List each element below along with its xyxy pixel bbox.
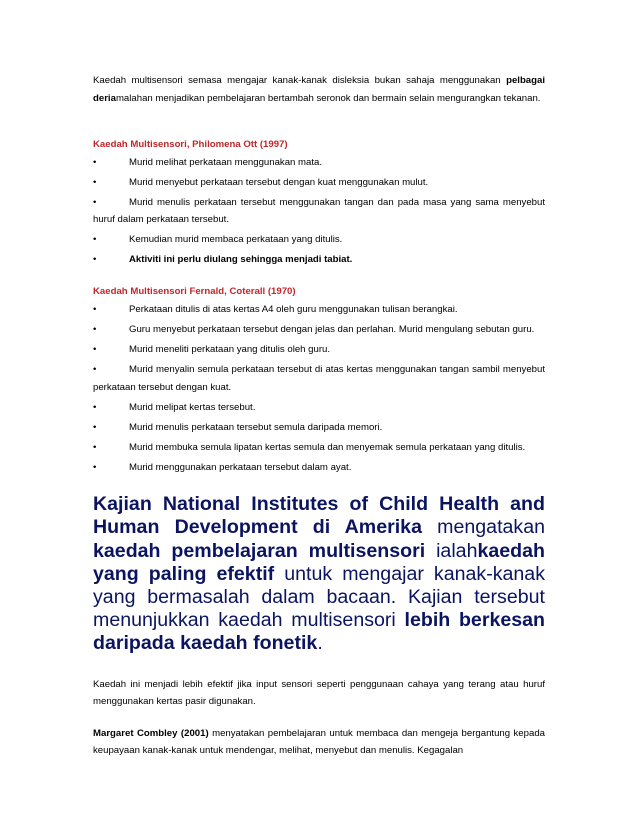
list-item: • Murid menulis perkataan tersebut menggunakan tangan dan pada masa yang sama menyebut huruf dalam perkataan tersebut.	[93, 194, 545, 229]
bullet-icon: •	[93, 324, 97, 336]
list-item: • Guru menyebut perkataan tersebut dengan jelas dan perlahan. Murid mengulang sebutan guru.	[93, 321, 545, 339]
list-item: • Murid melipat kertas tersebut.	[93, 399, 545, 417]
paragraph-3: Margaret Combley (2001) menyatakan pembelajaran untuk membaca dan mengeja bergantung kepada keupayaan kanak-kanak untuk mendengar, melihat, menyebut dan menulis. Kegagalan	[93, 727, 545, 757]
list-item: • Murid menggunakan perkataan tersebut dalam ayat.	[93, 459, 545, 477]
list-item: • Murid meneliti perkataan yang ditulis oleh guru.	[93, 341, 545, 359]
list-item: • Murid menyebut perkataan tersebut dengan kuat menggunakan mulut.	[93, 174, 545, 192]
bullet-icon: •	[93, 421, 97, 433]
intro-text-2: malahan menjadikan pembelajaran bertambah seronok dan bermain selain mengurangkan tekanan.	[115, 92, 541, 104]
list-item: • Murid melihat perkataan menggunakan mata.	[93, 154, 545, 172]
list-item: • Aktiviti ini perlu diulang sehingga menjadi tabiat.	[93, 251, 545, 269]
bullet-icon: •	[93, 176, 97, 188]
intro-paragraph	[93, 72, 545, 107]
bullet-icon: •	[93, 401, 97, 413]
bullet-icon: •	[93, 442, 97, 454]
bullet-icon: •	[93, 303, 97, 315]
document-page	[93, 72, 545, 760]
list-item: • Murid menulis perkataan tersebut semula daripada memori.	[93, 419, 545, 437]
section2-list	[93, 301, 545, 477]
paragraph-2: Kaedah ini menjadi lebih efektif jika input sensori seperti penggunaan cahaya yang terang atau huruf menggunakan kertas pasir digunakan.	[93, 678, 545, 708]
bullet-icon: •	[93, 156, 97, 168]
intro-bold: pelbagai deria	[93, 75, 545, 104]
list-item: • Murid membuka semula lipatan kertas semula dan menyemak semula perkataan yang ditulis.	[93, 439, 545, 457]
intro-text-1: Kaedah multisensori semasa mengajar kanak-kanak disleksia bukan sahaja menggunakan	[93, 75, 507, 86]
list-item: • Perkataan ditulis di atas kertas A4 oleh guru menggunakan tulisan berangkai.	[93, 301, 545, 319]
bullet-icon: •	[93, 196, 97, 208]
bullet-icon: •	[93, 344, 97, 356]
section1-list	[93, 154, 545, 269]
section1-heading: Kaedah Multisensori, Philomena Ott (1997)	[93, 139, 288, 150]
section2-heading: Kaedah Multisensori Fernald, Coterall (1970)	[93, 286, 296, 298]
bullet-icon: •	[93, 254, 97, 266]
bullet-icon: •	[93, 364, 97, 376]
bullet-icon: •	[93, 462, 97, 474]
bullet-icon: •	[93, 234, 97, 246]
list-item: • Kemudian murid membaca perkataan yang ditulis.	[93, 231, 545, 249]
list-item: • Murid menyalin semula perkataan tersebut di atas kertas menggunakan tangan sambil menyebut perkataan tersebut dengan kuat.	[93, 361, 545, 396]
highlight-paragraph: Kajian National Institutes of Child Health and Human Development di Amerika mengatakan kaedah pembelajaran multisensori ialahkaedah yang paling efektif untuk mengajar kanak-kanak yang bermasalah dalam bacaan. Kajian tersebut menunjukkan kaedah multisensori lebih berkesan daripada kaedah fonetik.	[93, 493, 546, 655]
